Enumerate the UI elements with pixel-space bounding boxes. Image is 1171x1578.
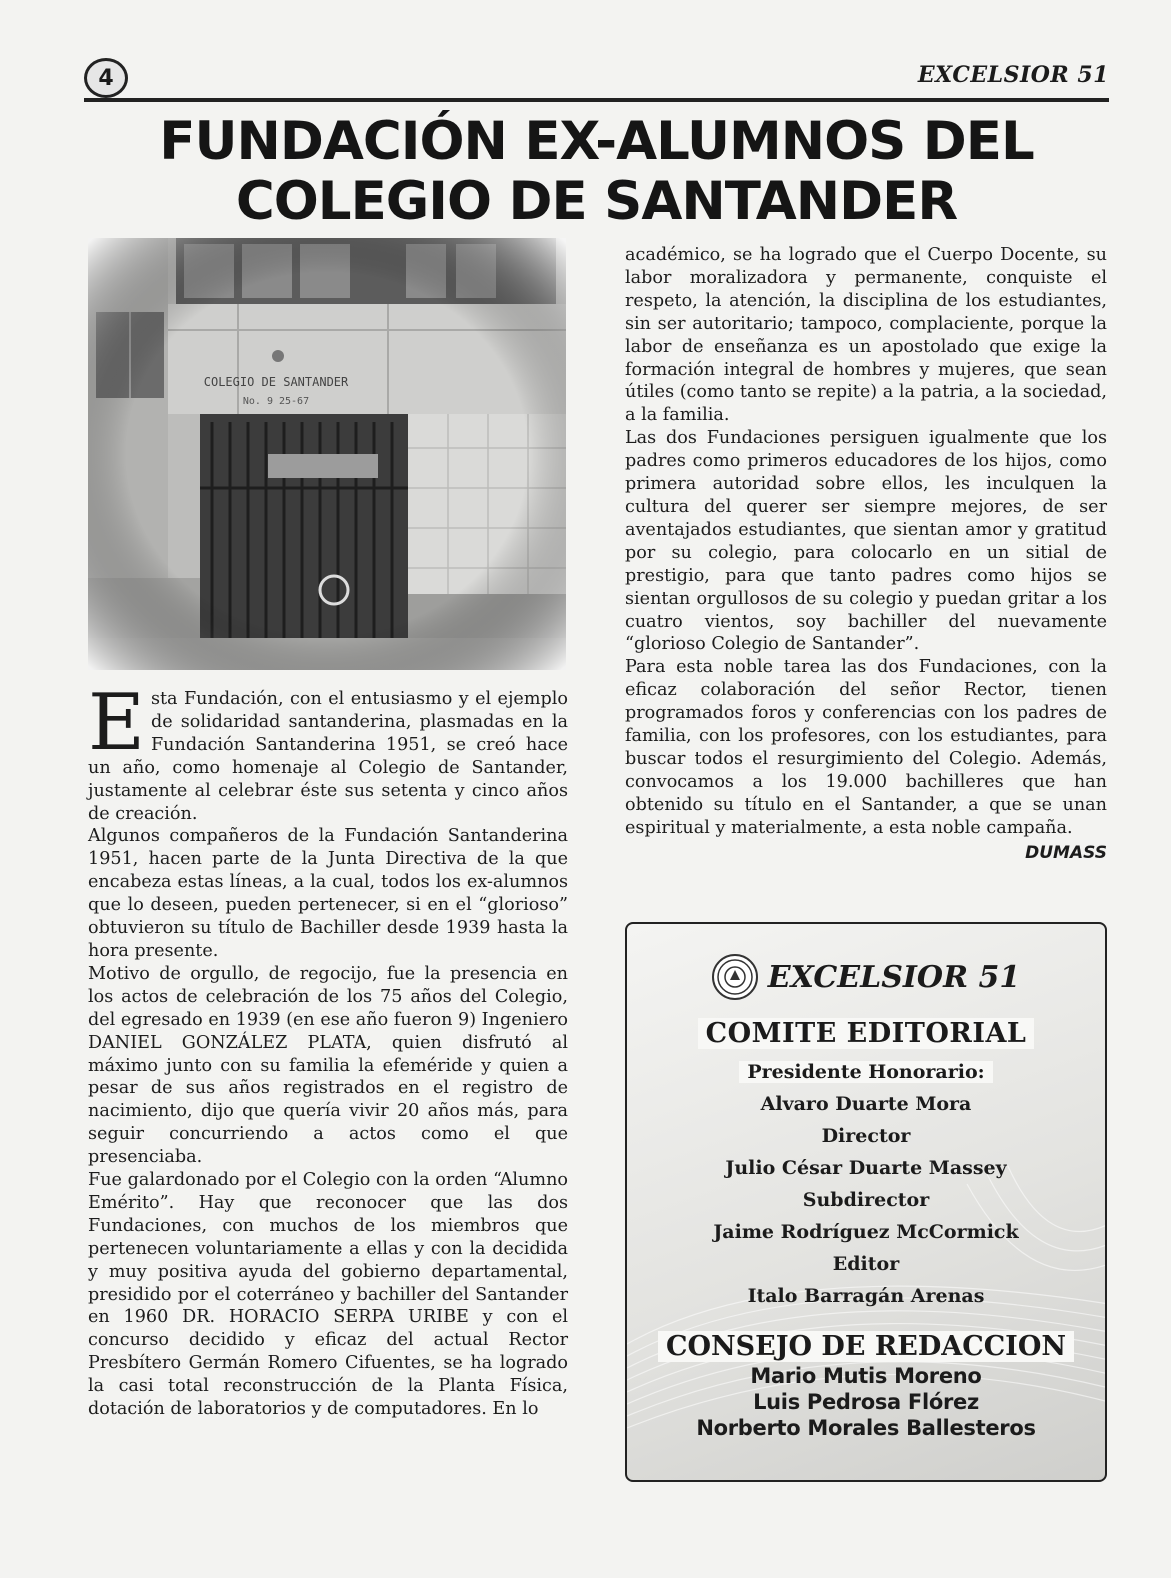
title-line-2: COLEGIO DE SANTANDER (235, 171, 958, 232)
role-label: Director (821, 1125, 911, 1147)
role-label: Subdirector (802, 1189, 930, 1211)
article-right-column (625, 244, 1107, 864)
page-number-badge (84, 58, 128, 98)
article-left-column (88, 678, 568, 1421)
article-paragraph: Para esta noble tarea las dos Fundaciones, con la eficaz colaboración del señor Rector, tienen programados foros y conferencias con los padres de familia, con los profesores, con los estudiantes, para buscar todos el resurgimiento del Colegio. Además, convocamos a los 19.000 bachilleres que han obtenido su título en el Santander, a que se unan espiritual y materialmente, a esta noble campaña. (625, 657, 1107, 838)
committee-title: COMITE EDITORIAL (698, 1018, 1035, 1049)
article-paragraph (88, 678, 568, 825)
title-line-1: FUNDACIÓN EX-ALUMNOS DEL (159, 111, 1034, 172)
article-signature: DUMASS (1025, 842, 1107, 863)
article-paragraph-text: sta Fundación, con el entusiasmo y el ejemplo de solidaridad santanderina, plasmadas en la Fundación Santanderina 1951, se creó hace un año, como homenaje al Colegio de Santander, justamente al celebrar éste sus setenta y cinco años de creación. (88, 689, 568, 824)
box-brand-text: EXCELSIOR 51 (767, 959, 1021, 995)
member-name: Jaime Rodríguez McCormick (713, 1221, 1019, 1243)
drop-cap: E (88, 678, 145, 768)
council-member: Norberto Morales Ballesteros (696, 1416, 1036, 1440)
member-name: Alvaro Duarte Mora (760, 1093, 972, 1115)
article-paragraph: Algunos compañeros de la Fundación Santanderina 1951, hacen parte de la Junta Directiva de la que encabeza estas líneas, a la cual, todos los ex-alumnos que lo deseen, pueden pertenecer, si en el “glorioso” obtuvieron su título de Bachiller desde 1939 hasta la hora presente. (88, 826, 568, 961)
school-building-image (88, 238, 566, 670)
member-name: Italo Barragán Arenas (747, 1285, 985, 1307)
school-seal-icon (712, 954, 758, 1000)
article-paragraph: Motivo de orgullo, de regocijo, fue la presencia en los actos de celebración de los 75 años del Colegio, del egresado en 1939 (en ese año fueron 9) Ingeniero DANIEL GONZÁLEZ PLATA, quien disfrutó al máximo junto con su familia la efeméride y quien a pesar de sus años registrados en el registro de nacimiento, dijo que quería vivir 20 años más, para seguir concurriendo a actos como el que presenciaba. (88, 963, 568, 1168)
member-name: Julio César Duarte Massey (725, 1157, 1007, 1179)
role-label: Editor (832, 1253, 900, 1275)
article-paragraph: Las dos Fundaciones persiguen igualmente que los padres como primeros educadores de los hijos, como primera autoridad sobre ellos, les inculquen la cultura del querer ser siempre mejores, de ser aventajados estudiantes, que sientan amor y gratitud por su colegio, para colocarlo en un sitial de prestigio, para que tanto padres como hijos se sientan orgullosos de su colegio y puedan gritar a los cuatro vientos, soy bachiller del nuevamente “glorioso Colegio de Santander”. (625, 428, 1107, 655)
box-brand (627, 954, 1105, 1000)
article-paragraph: académico, se ha logrado que el Cuerpo Docente, su labor moralizadora y permanente, conquiste el respeto, la atención, la disciplina de los estudiantes, sin ser autoritario; tampoco, complaciente, porque la labor de enseñanza es un apostolado que exige la formación integral de hombres y mujeres, que sean útiles (como tanto se repite) a la patria, a la sociedad, a la familia. (625, 245, 1107, 426)
header-rule (84, 98, 1109, 102)
article-title (84, 112, 1109, 232)
page-number: 4 (98, 65, 114, 91)
council-member: Mario Mutis Moreno (750, 1364, 982, 1388)
council-title: CONSEJO DE REDACCION (658, 1331, 1074, 1362)
role-label: Presidente Honorario: (739, 1061, 992, 1083)
editorial-committee-box (625, 922, 1107, 1482)
council-member: Luis Pedrosa Flórez (753, 1390, 979, 1414)
header-brand: EXCELSIOR 51 (917, 62, 1109, 88)
article-paragraph: Fue galardonado por el Colegio con la orden “Alumno Emérito”. Hay que reconocer que las dos Fundaciones, con muchos de los miembros que pertenecen voluntariamente a ellas y con la decidida y muy positiva ayuda del gobierno departamental, presidido por el coterráneo y bachiller del Santander en 1960 DR. HORACIO SERPA URIBE y con el concurso decidido y eficaz del actual Rector Presbítero Germán Romero Cifuentes, se ha logrado la casi total reconstrucción de la Planta Física, dotación de laboratorios y de computadores. En lo (88, 1170, 568, 1420)
school-photo (88, 238, 566, 670)
